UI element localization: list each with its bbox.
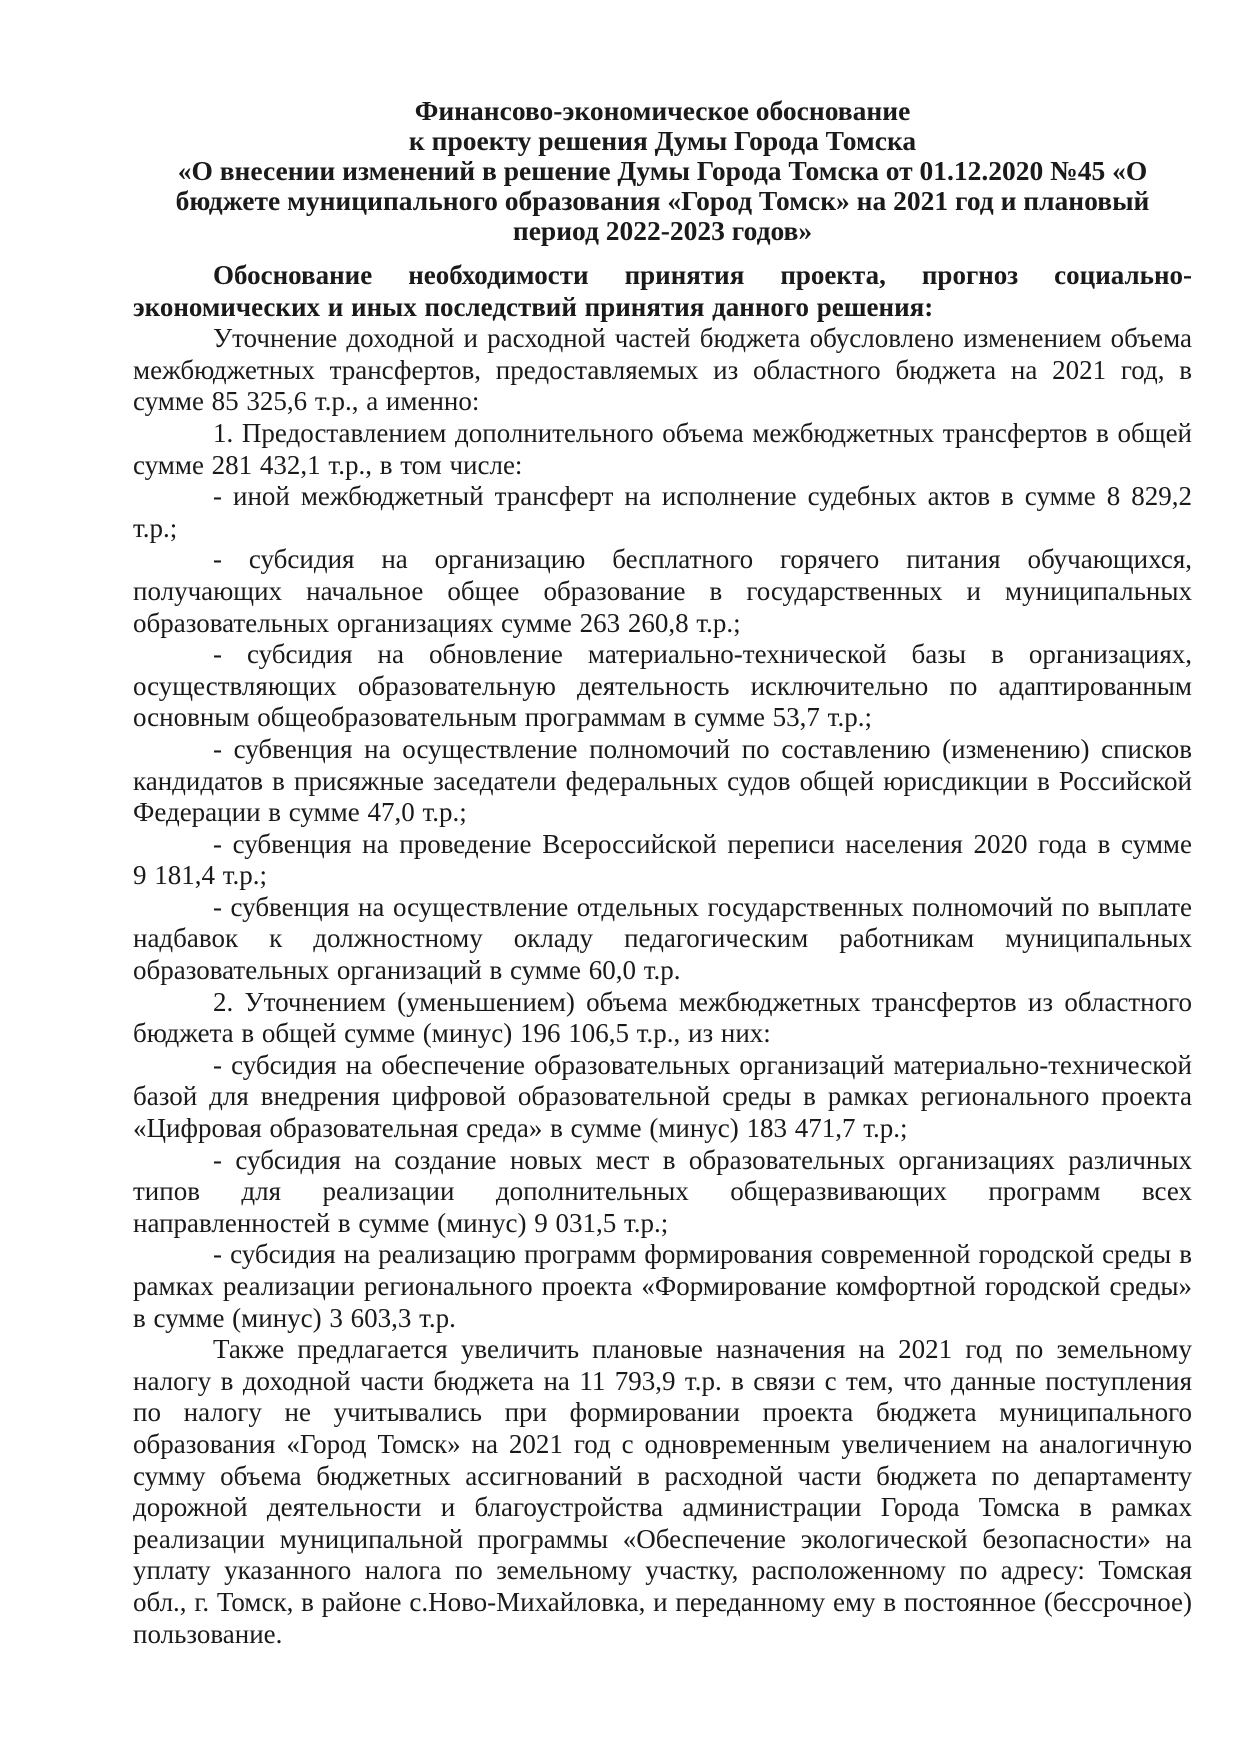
- paragraph: - субвенция на проведение Всероссийской переписи населения 2020 года в сумме 9 181,4 т.р.;: [133, 828, 1192, 891]
- paragraph: - иной межбюджетный трансферт на исполнение судебных актов в сумме 8 829,2 т.р.;: [133, 481, 1192, 543]
- paragraph: Уточнение доходной и расходной частей бюджета обусловлено изменением объема межбюджетных трансфертов, предоставляемых из областного бюджета на 2021 год, в сумме 85 325,6 т.р., а именно:: [133, 323, 1192, 417]
- title-line-2: к проекту решения Думы Города Томска: [408, 125, 917, 156]
- paragraph: - субвенция на осуществление полномочий по составлению (изменению) списков кандидатов в присяжные заседатели федеральных судов общей юрисдикции в Российской Федерации в сумме 47,0 т.р.;: [133, 733, 1192, 828]
- title-line-3: «О внесении изменений в решение Думы Города Томска от 01.12.2020 №45 «О бюджете муниципального образования «Город Томск» на 2021 год и плановый период 2022-2023 годов»: [175, 155, 1150, 246]
- paragraph: - субсидия на обновление материально-технической базы в организациях, осуществляющих образовательную деятельность исключительно по адаптированным основным общеобразовательным программам в сумме 53,7 т.р.;: [133, 639, 1192, 733]
- paragraph: 1. Предоставлением дополнительного объема межбюджетных трансфертов в общей сумме 281 432,1 т.р., в том числе:: [133, 417, 1192, 480]
- paragraph: - субсидия на реализацию программ формирования современной городской среды в рамках реализации регионального проекта «Формирование комфортной городской среды» в сумме (минус) 3 603,3 т.р.: [133, 1239, 1192, 1333]
- paragraph: 2. Уточнением (уменьшением) объема межбюджетных трансфертов из областного бюджета в общей сумме (минус) 196 106,5 т.р., из них:: [133, 986, 1192, 1049]
- document-title: [133, 96, 1192, 246]
- document-paragraphs: [133, 260, 1192, 1650]
- paragraph: - субсидия на организацию бесплатного горячего питания обучающихся, получающих начальное общее образование в государственных и муниципальных образовательных организациях сумме 263 260,8 т.р.;: [133, 544, 1192, 638]
- paragraph: - субсидия на обеспечение образовательных организаций материально-технической базой для внедрения цифровой образовательной среды в рамках регионального проекта «Цифровая образовательная среда» в сумме (минус) 183 471,7 т.р.;: [133, 1049, 1192, 1144]
- title-line-1: Финансово-экономическое обоснование: [414, 95, 911, 126]
- paragraph: Обоснование необходимости принятия проекта, прогноз социально-экономических и иных последствий принятия данного решения:: [133, 260, 1192, 322]
- paragraph: - субсидия на создание новых мест в образовательных организациях различных типов для реализации дополнительных общеразвивающих программ всех направленностей в сумме (минус) 9 031,5 т.р.;: [133, 1144, 1192, 1238]
- paragraph: - субвенция на осуществление отдельных государственных полномочий по выплате надбавок к должностному окладу педагогическим работникам муниципальных образовательных организаций в сумме 60,0 т.р.: [133, 891, 1192, 986]
- paragraph: Также предлагается увеличить плановые назначения на 2021 год по земельному налогу в доходной части бюджета на 11 793,9 т.р. в связи с тем, что данные поступления по налогу не учитывались при формировании проекта бюджета муниципального образования «Город Томск» на 2021 год с одновременным увеличением на аналогичную сумму объема бюджетных ассигнований в расходной части бюджета по департаменту дорожной деятельности и благоустройства администрации Города Томска в рамках реализации муниципальной программы «Обеспечение экологической безопасности» на уплату указанного налога по земельному участку, расположенному по адресу: Томская обл., г. Томск, в районе с.Ново-Михайловка, и переданному ему в постоянное (бессрочное) пользование.: [133, 1334, 1192, 1649]
